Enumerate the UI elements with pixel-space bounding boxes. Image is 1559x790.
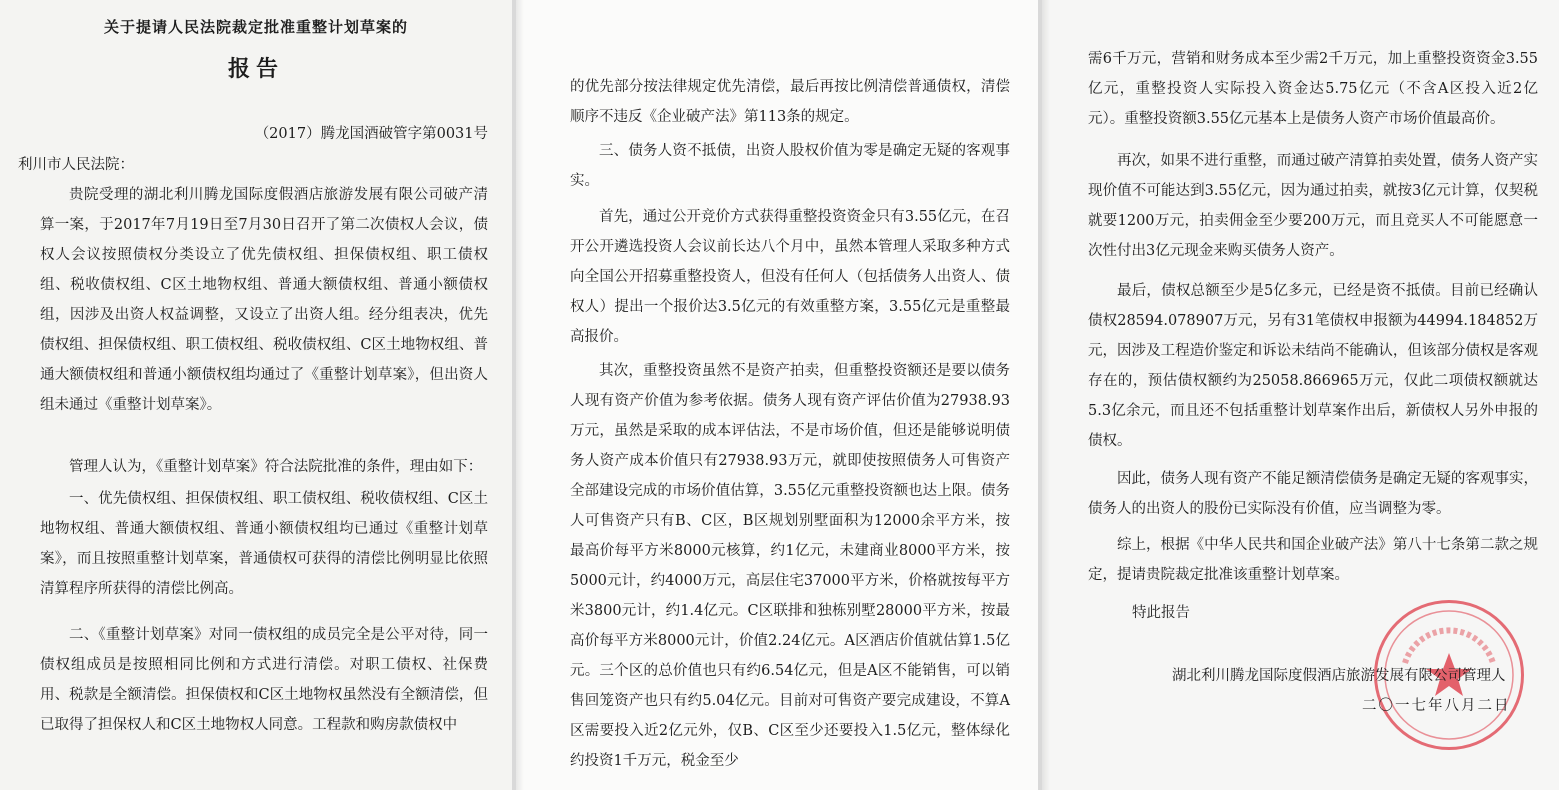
paragraph-2-2: 三、债务人资不抵债，出资人股权价值为零是确定无疑的客观事实。 — [570, 143, 1010, 189]
report-title-line-1: 关于提请人民法院裁定批准重整计划草案的 — [103, 18, 408, 36]
paragraph-3-3: 最后，债权总额至少是5亿多元，已经是资不抵债。目前已经确认债权28594.078907万元，另有31笔债权申报额为44994.184852万元，因涉及工程造价鉴定和诉讼未结尚不能确认，但该部分债权是客观存在的，预估债权额约为25058.866965万元，仅此二项债权额就达5.3亿余元，而且还不包括重整计划草案作出后，新债权人另外申报的债权。 — [1088, 283, 1538, 449]
document-page-3 — [1042, 0, 1559, 790]
paragraph-3-4: 因此，债务人现有资产不能足额清偿债务是确定无疑的客观事实，债务人的出资人的股份已实际没有价值，应当调整为零。 — [1088, 471, 1538, 517]
document-number: （2017）腾龙国酒破管字第0031号 — [254, 126, 488, 142]
paragraph-1-2: 管理人认为，《重整计划草案》符合法院批准的条件，理由如下： — [69, 459, 483, 475]
paragraph-2-1: 的优先部分按法律规定优先清偿，最后再按比例清偿普通债权，清偿顺序不违反《企业破产法》第113条的规定。 — [570, 79, 1010, 125]
report-title-line-2: 报告 — [227, 56, 284, 82]
paragraph-3-5: 综上，根据《中华人民共和国企业破产法》第八十七条第二款之规定，提请贵院裁定批准该重整计划草案。 — [1088, 537, 1538, 583]
paragraph-1-4: 二、《重整计划草案》对同一债权组的成员完全是公平对待，同一债权组成员是按照相同比例和方式进行清偿。对职工债权、社保费用、税款是全额清偿。担保债权和C区土地物权虽然没有全额清偿，但已取得了担保权人和C区土地物权人同意。工程款和购房款债权中 — [40, 627, 488, 733]
document-page-2 — [516, 0, 1038, 790]
paragraph-1-1: 贵院受理的湖北利川腾龙国际度假酒店旅游发展有限公司破产清算一案，于2017年7月19日至7月30日召开了第二次债权人会议，债权人会议按照债权分类设立了优先债权组、担保债权组、职工债权组、税收债权组、C区土地物权组、普通大额债权组、普通小额债权组，因涉及出资人权益调整，又设立了出资人组。经分组表决，优先债权组、担保债权组、职工债权组、税收债权组、C区土地物权组、普通大额债权组和普通小额债权组均通过了《重整计划草案》，但出资人组未通过《重整计划草案》。 — [40, 187, 488, 413]
signature-date: 二〇一七年八月二日 — [1362, 698, 1511, 714]
signature-organization: 湖北利川腾龙国际度假酒店旅游发展有限公司管理人 — [1172, 668, 1506, 684]
closing-remark: 特此报告 — [1132, 605, 1190, 621]
document-page-1 — [0, 0, 512, 790]
page-edge-shadow — [516, 0, 524, 790]
paragraph-3-1: 需6千万元，营销和财务成本至少需2千万元，加上重整投资资金3.55亿元，重整投资人实际投入资金达5.75亿元（不含A区投入近2亿元）。重整投资额3.55亿元基本上是债务人资产市场价值最高价。 — [1088, 51, 1538, 127]
paragraph-3-2: 再次，如果不进行重整，而通过破产清算拍卖处置，债务人资产实现价值不可能达到3.55亿元，因为通过拍卖，就按3亿元计算，仅契税就要1200万元，拍卖佣金至少要200万元，而且竞买人不可能愿意一次性付出3亿元现金来购买债务人资产。 — [1088, 153, 1538, 259]
paragraph-2-3: 首先，通过公开竞价方式获得重整投资资金只有3.55亿元，在召开公开遴选投资人会议前长达八个月中，虽然本管理人采取多种方式向全国公开招募重整投资人，但没有任何人（包括债务人出资人、债权人）提出一个报价达3.5亿元的有效重整方案，3.55亿元是重整最高报价。 — [570, 209, 1010, 345]
paragraph-1-3: 一、优先债权组、担保债权组、职工债权组、税收债权组、C区土地物权组、普通大额债权组、普通小额债权组均已通过《重整计划草案》，而且按照重整计划草案，普通债权可获得的清偿比例明显比依照清算程序所获得的清偿比例高。 — [40, 491, 488, 597]
page-edge-shadow — [1042, 0, 1050, 790]
addressee: 利川市人民法院： — [18, 157, 134, 173]
paragraph-2-4: 其次，重整投资虽然不是资产拍卖，但重整投资额还是要以债务人现有资产价值为参考依据。债务人现有资产评估价值为27938.93万元，虽然是采取的成本评估法，不是市场价值，但还是能够说明债务人资产成本价值只有27938.93万元，就即使按照债务人可售资产全部建设完成的市场价值估算，3.55亿元重整投资额也达上限。债务人可售资产只有B、C区，B区规划别墅面积为12000余平方米，按最高价每平方米8000元核算，约1亿元，未建商业8000平方米，按5000元计，约4000万元，高层住宅37000平方米，价格就按每平方米3800元计，约1.4亿元。C区联排和独栋别墅28000平方米，按最高价每平方米8000元计，价值2.24亿元。A区酒店价值就估算1.5亿元。三个区的总价值也只有约6.54亿元，但是A区不能销售，可以销售回笼资产也只有约5.04亿元。目前对可售资产要完成建设，不算A区需要投入近2亿元外，仅B、C区至少还要投入1.5亿元，整体绿化约投资1千万元，税金至少 — [570, 363, 1010, 769]
